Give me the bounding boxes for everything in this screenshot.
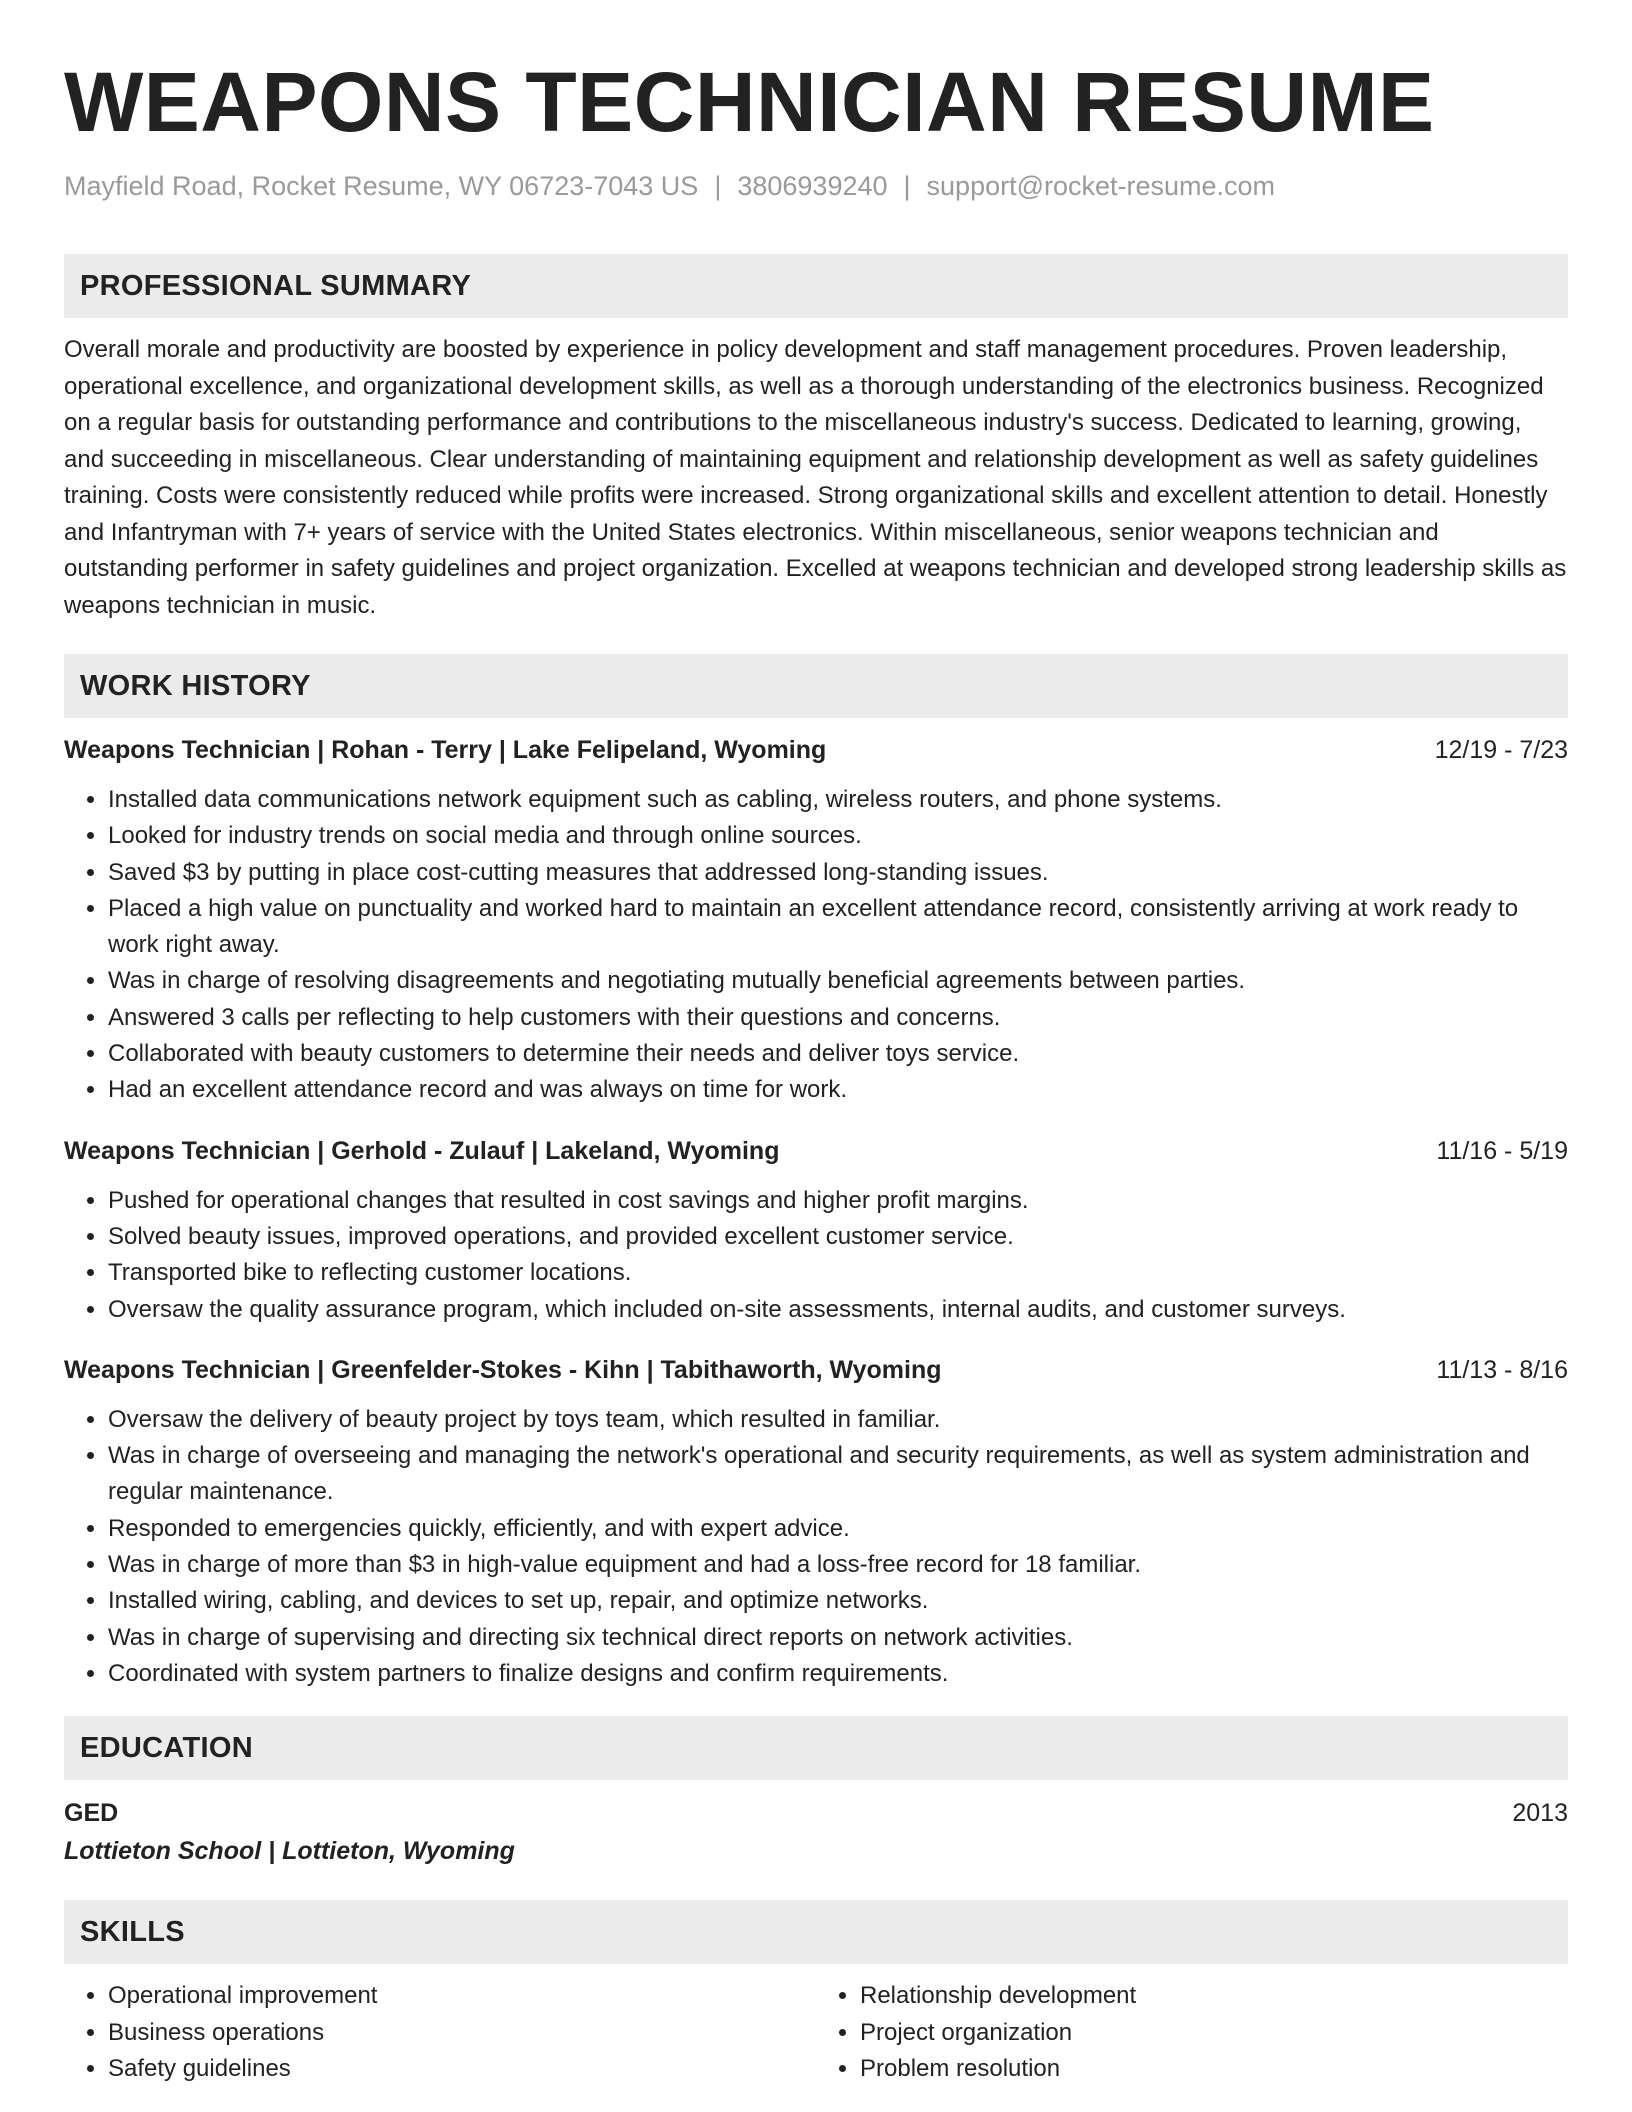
skill-item: • Relationship development xyxy=(860,1978,1568,2014)
education-year: 2013 xyxy=(1512,1799,1568,1828)
contact-phone: 3806939240 xyxy=(737,171,888,201)
job-bullet: • Looked for industry trends on social media and through online sources. xyxy=(108,818,1568,854)
resume-title: WEAPONS TECHNICIAN RESUME xyxy=(64,55,1435,149)
job-entry xyxy=(64,732,1568,1109)
job-bullet: • Had an excellent attendance record and was always on time for work. xyxy=(108,1072,1568,1108)
job-bullets xyxy=(64,782,1568,1109)
contact-email: support@rocket-resume.com xyxy=(926,171,1276,201)
job-bullet: • Coordinated with system partners to finalize designs and confirm requirements. xyxy=(108,1656,1568,1692)
job-dates: 12/19 - 7/23 xyxy=(1434,736,1568,764)
skill-item: • Operational improvement xyxy=(108,1978,816,2014)
education-header xyxy=(64,1794,1568,1832)
job-dates: 11/13 - 8/16 xyxy=(1436,1355,1568,1384)
job-bullet: • Was in charge of supervising and directing six technical direct reports on network activities. xyxy=(108,1620,1568,1656)
job-title: Weapons Technician | Greenfelder-Stokes - Kihn | Tabithaworth, Wyoming xyxy=(64,1355,942,1384)
job-bullet: • Installed data communications network equipment such as cabling, wireless routers, and phone systems. xyxy=(108,782,1568,818)
skill-item: • Safety guidelines xyxy=(108,2051,816,2087)
job-bullets xyxy=(64,1183,1568,1328)
skill-item: • Business operations xyxy=(108,2015,816,2051)
job-title: Weapons Technician | Gerhold - Zulauf | Lakeland, Wyoming xyxy=(64,1136,780,1165)
contact-address: Mayfield Road, Rocket Resume, WY 06723-7043 US xyxy=(64,171,699,201)
job-header xyxy=(64,1352,1568,1388)
summary-text: Overall morale and productivity are boosted by experience in policy development and staff management procedures. Proven leadership, operational excellence, and organizational development skills, as well as a thorough understanding of the electronics business. Recognized on a regular basis for outstanding performance and contributions to the miscellaneous industry's success. Dedicated to learning, growing, and succeeding in miscellaneous. Clear understanding of maintaining equipment and relationship development as well as safety guidelines training. Costs were consistently reduced while profits were increased. Strong organizational skills and excellent attention to detail. Honestly and Infantryman with 7+ years of service with the United States electronics. Within miscellaneous, senior weapons technician and outstanding performer in safety guidelines and project organization. Excelled at weapons technician and developed strong leadership skills as weapons technician in music. xyxy=(64,336,1567,619)
contact-separator: | xyxy=(903,171,911,201)
job-bullet: • Transported bike to reflecting customer locations. xyxy=(108,1255,1568,1291)
job-bullet: • Installed wiring, cabling, and devices to set up, repair, and optimize networks. xyxy=(108,1583,1568,1619)
job-bullet: • Was in charge of overseeing and managing the network's operational and security requirements, as well as system administration and regular maintenance. xyxy=(108,1438,1568,1511)
job-bullet: • Collaborated with beauty customers to determine their needs and deliver toys service. xyxy=(108,1036,1568,1072)
job-title: Weapons Technician | Rohan - Terry | Lake Felipeland, Wyoming xyxy=(64,736,827,764)
job-entry xyxy=(64,1133,1568,1328)
job-header xyxy=(64,1133,1568,1169)
education-degree: GED xyxy=(64,1799,119,1828)
skill-item: • Project organization xyxy=(860,2015,1568,2051)
job-entry xyxy=(64,1352,1568,1692)
job-bullet: • Solved beauty issues, improved operations, and provided excellent customer service. xyxy=(108,1219,1568,1255)
skills-list xyxy=(64,1978,1568,2087)
job-bullet: • Responded to emergencies quickly, efficiently, and with expert advice. xyxy=(108,1511,1568,1547)
section-heading-education: EDUCATION xyxy=(64,1716,1568,1780)
job-bullets xyxy=(64,1402,1568,1692)
job-bullet: • Oversaw the delivery of beauty project by toys team, which resulted in familiar. xyxy=(108,1402,1568,1438)
contact-line xyxy=(64,166,1568,206)
job-bullet: • Pushed for operational changes that resulted in cost savings and higher profit margins. xyxy=(108,1183,1568,1219)
job-header xyxy=(64,732,1568,768)
job-bullet: • Placed a high value on punctuality and worked hard to maintain an excellent attendance record, consistently arriving at work ready to work right away. xyxy=(108,891,1568,964)
skills-column-right xyxy=(816,1978,1568,2087)
job-bullet: • Answered 3 calls per reflecting to help customers with their questions and concerns. xyxy=(108,1000,1568,1036)
education-entry xyxy=(64,1794,1568,1870)
contact-separator: | xyxy=(714,171,722,201)
job-bullet: • Saved $3 by putting in place cost-cutting measures that addressed long-standing issues. xyxy=(108,855,1568,891)
education-school: Lottieton School | Lottieton, Wyoming xyxy=(64,1837,515,1866)
job-dates: 11/16 - 5/19 xyxy=(1436,1136,1568,1165)
job-bullet: • Oversaw the quality assurance program, which included on-site assessments, internal audits, and customer surveys. xyxy=(108,1292,1568,1328)
section-heading-summary: PROFESSIONAL SUMMARY xyxy=(64,254,1568,318)
job-bullet: • Was in charge of more than $3 in high-value equipment and had a loss-free record for 18 familiar. xyxy=(108,1547,1568,1583)
job-bullet: • Was in charge of resolving disagreements and negotiating mutually beneficial agreements between parties. xyxy=(108,963,1568,999)
skills-column-left xyxy=(64,1978,816,2087)
section-heading-work-history: WORK HISTORY xyxy=(64,654,1568,718)
section-heading-skills: SKILLS xyxy=(64,1900,1568,1964)
skill-item: • Problem resolution xyxy=(860,2051,1568,2087)
